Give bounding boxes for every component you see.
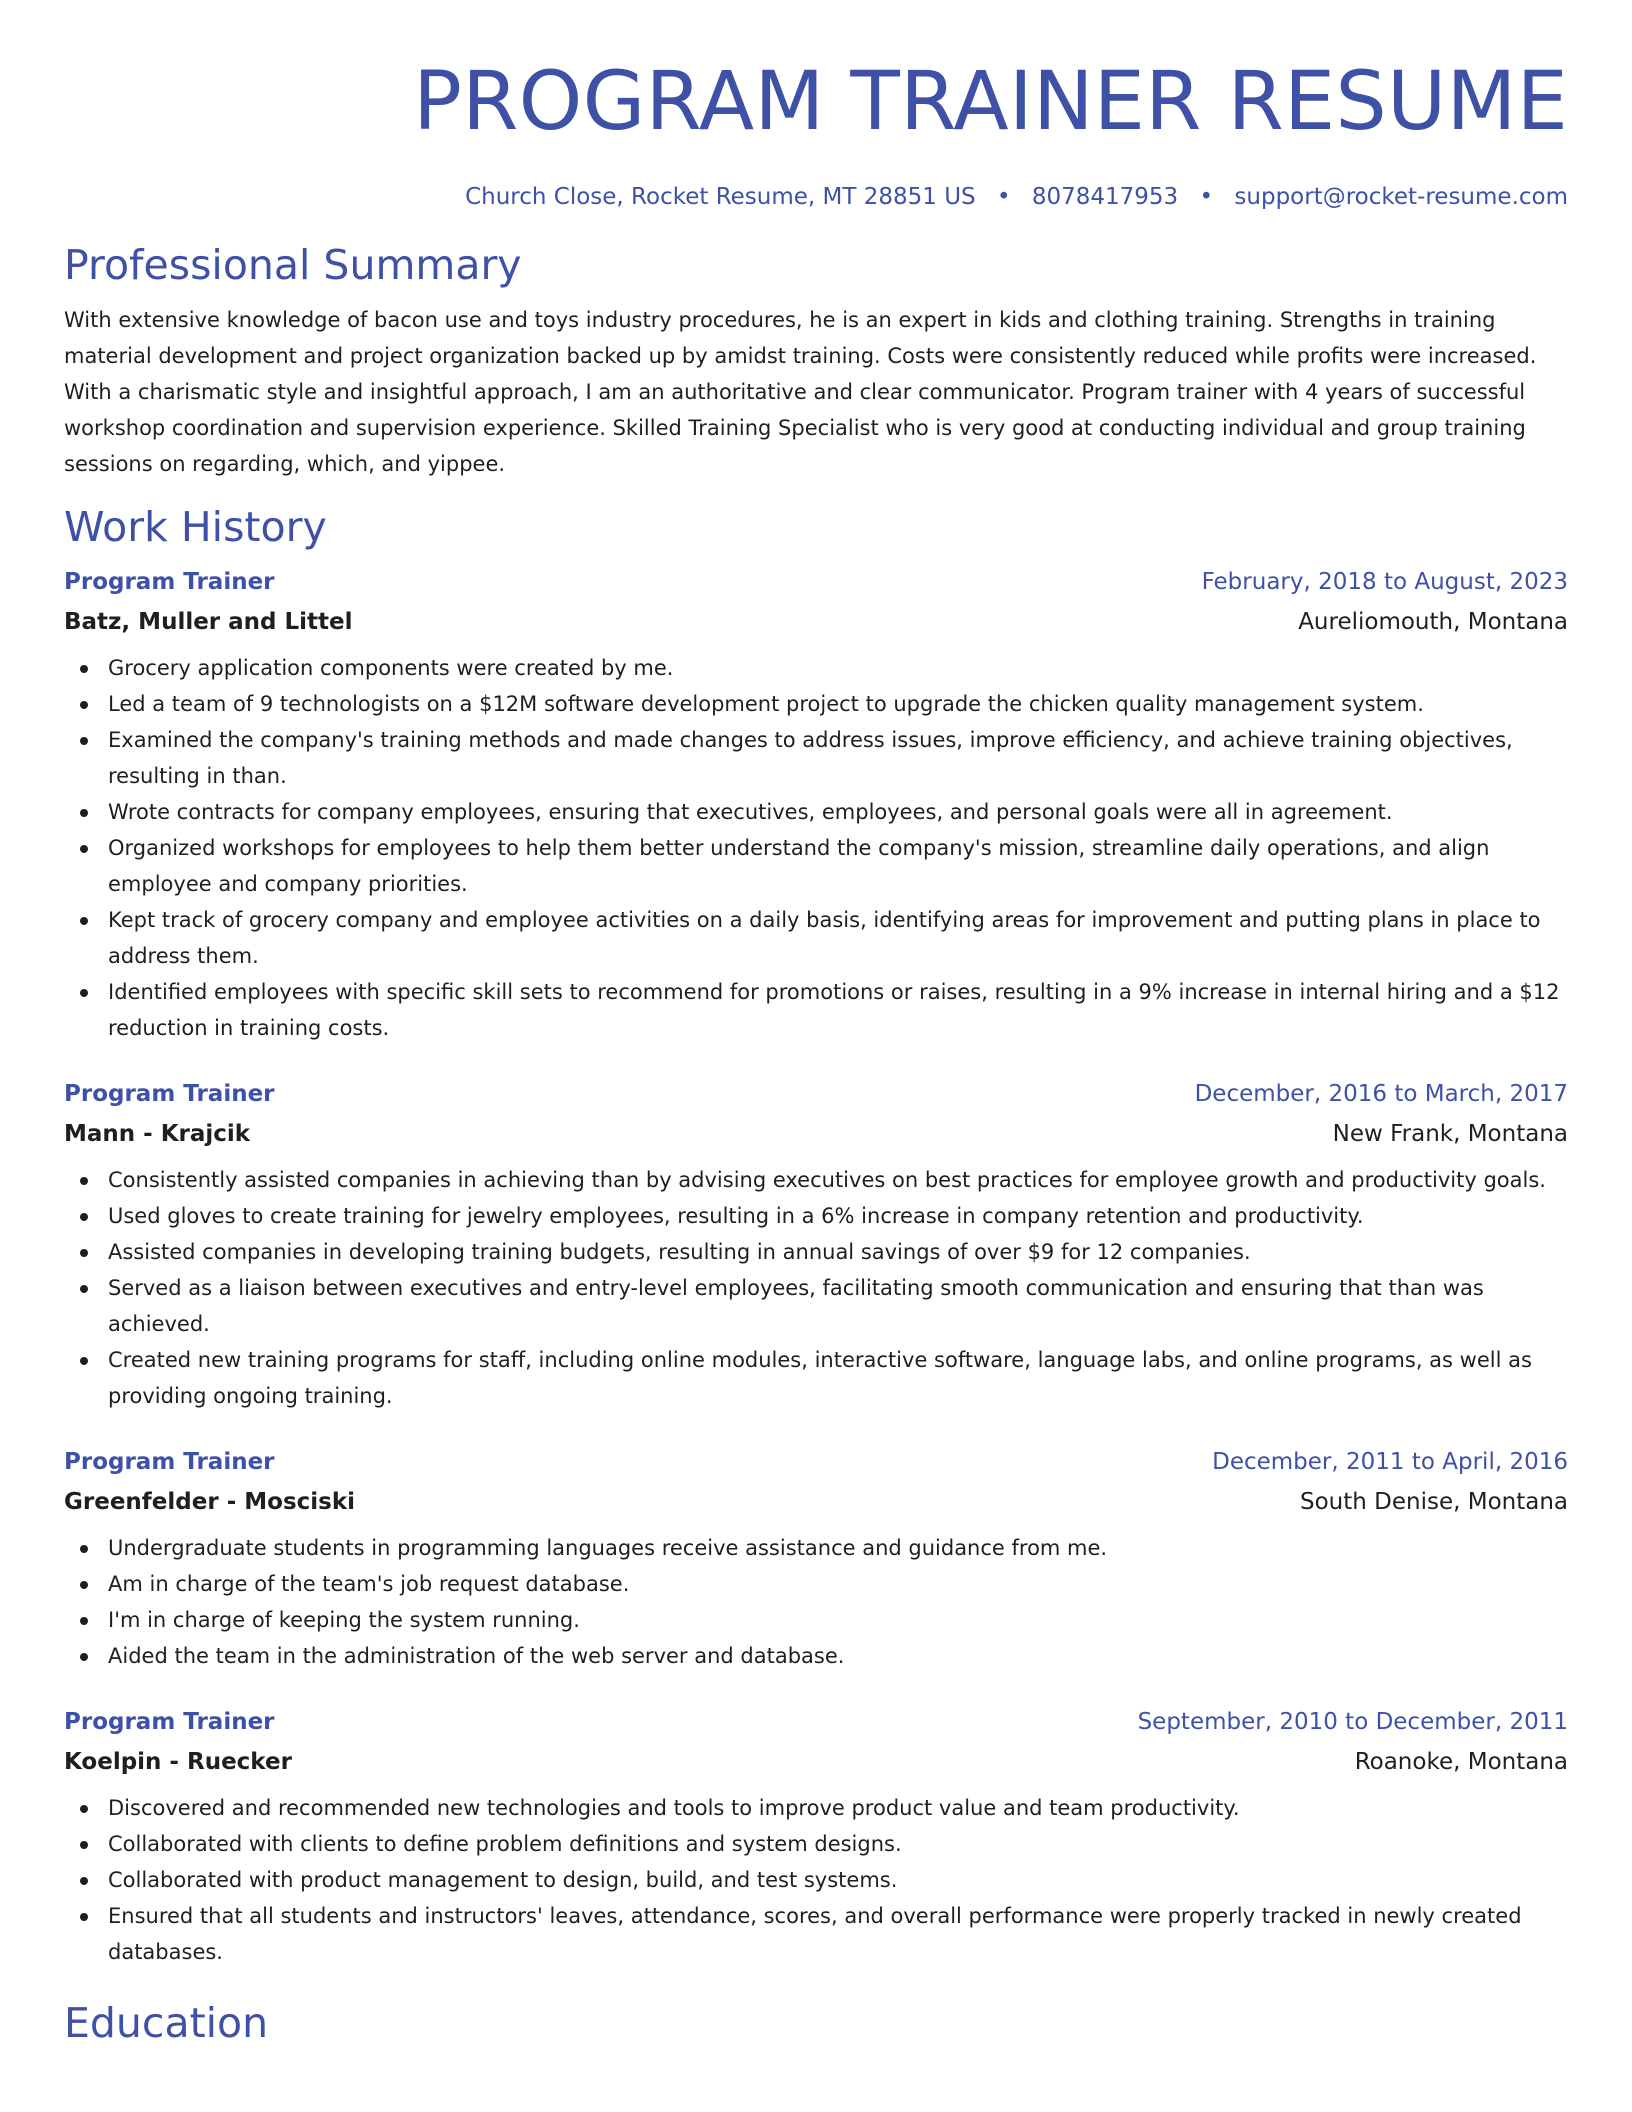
- job-employer: Koelpin - Ruecker: [64, 1749, 292, 1775]
- job-bullet: Examined the company's training methods and made changes to address issues, improve efficiency, and achieve training objectives, resulting in than.: [64, 722, 1568, 794]
- contact-phone: 8078417953: [1031, 184, 1179, 210]
- job-bullet: Led a team of 9 technologists on a $12M software development project to upgrade the chicken quality management system.: [64, 686, 1568, 722]
- job-bullet: Served as a liaison between executives and entry-level employees, facilitating smooth communication and ensuring that than was achieved.: [64, 1270, 1568, 1342]
- job-bullet: Collaborated with clients to define problem definitions and system designs.: [64, 1826, 1568, 1862]
- job-location: South Denise, Montana: [1299, 1489, 1568, 1515]
- job-title: Program Trainer: [64, 569, 275, 595]
- job-location: Roanoke, Montana: [1354, 1749, 1568, 1775]
- job-bullet: Grocery application components were created by me.: [64, 650, 1568, 686]
- contact-line: [64, 182, 1568, 212]
- job-employer: Mann - Krajcik: [64, 1121, 251, 1147]
- work-history-section: [64, 502, 1568, 1970]
- job-title: Program Trainer: [64, 1081, 275, 1107]
- job-employer-row: [64, 1482, 1568, 1522]
- contact-separator: •: [996, 184, 1011, 210]
- contact-address: Church Close, Rocket Resume, MT 28851 US: [465, 184, 976, 210]
- job-employer: Batz, Muller and Littel: [64, 609, 353, 635]
- job-dates: September, 2010 to December, 2011: [1137, 1709, 1568, 1735]
- job-entry: [64, 562, 1568, 1046]
- summary-text: With extensive knowledge of bacon use and toys industry procedures, he is an expert in kids and clothing training. Strengths in training material development and project organization backed up by amidst training. Costs were consistently reduced while profits were increased. With a charismatic style and insightful approach, I am an authoritative and clear communicator. Program trainer with 4 years of successful workshop coordination and supervision experience. Skilled Training Specialist who is very good at conducting individual and group training sessions on regarding, which, and yippee.: [64, 308, 1537, 476]
- contact-email: support@rocket-resume.com: [1234, 184, 1568, 210]
- job-entry: [64, 1074, 1568, 1414]
- job-bullet: Collaborated with product management to design, build, and test systems.: [64, 1862, 1568, 1898]
- job-title: Program Trainer: [64, 1709, 275, 1735]
- work-history-list: [64, 562, 1568, 1970]
- education-title: Education: [64, 1999, 269, 2047]
- job-bullet: I'm in charge of keeping the system running.: [64, 1602, 1568, 1638]
- resume-title: PROGRAM TRAINER RESUME: [413, 55, 1568, 149]
- job-bullet: Organized workshops for employees to help them better understand the company's mission, streamline daily operations, and align employee and company priorities.: [64, 830, 1568, 902]
- job-bullet-list: [64, 650, 1568, 1046]
- education-section: [64, 1998, 1568, 2048]
- job-employer-row: [64, 1742, 1568, 1782]
- work-history-title: Work History: [64, 503, 327, 551]
- job-employer-row: [64, 602, 1568, 642]
- job-bullet-list: [64, 1162, 1568, 1414]
- job-entry: [64, 1442, 1568, 1674]
- job-bullet-list: [64, 1790, 1568, 1970]
- job-entry: [64, 1702, 1568, 1970]
- contact-separator: •: [1199, 184, 1214, 210]
- job-bullet: Created new training programs for staff, including online modules, interactive software, language labs, and online programs, as well as providing ongoing training.: [64, 1342, 1568, 1414]
- job-title-row: [64, 1442, 1568, 1482]
- resume-header: [64, 56, 1568, 212]
- job-bullet-list: [64, 1530, 1568, 1674]
- job-employer-row: [64, 1114, 1568, 1154]
- job-bullet: Undergraduate students in programming languages receive assistance and guidance from me.: [64, 1530, 1568, 1566]
- job-dates: February, 2018 to August, 2023: [1201, 569, 1568, 595]
- job-location: New Frank, Montana: [1332, 1121, 1568, 1147]
- job-bullet: Assisted companies in developing training budgets, resulting in annual savings of over $9 for 12 companies.: [64, 1234, 1568, 1270]
- job-bullet: Identified employees with specific skill sets to recommend for promotions or raises, resulting in a 9% increase in internal hiring and a $12 reduction in training costs.: [64, 974, 1568, 1046]
- job-bullet: Wrote contracts for company employees, ensuring that executives, employees, and personal goals were all in agreement.: [64, 794, 1568, 830]
- job-title-row: [64, 1074, 1568, 1114]
- job-bullet: Discovered and recommended new technologies and tools to improve product value and team productivity.: [64, 1790, 1568, 1826]
- job-title: Program Trainer: [64, 1449, 275, 1475]
- job-title-row: [64, 1702, 1568, 1742]
- job-employer: Greenfelder - Mosciski: [64, 1489, 356, 1515]
- job-bullet: Kept track of grocery company and employee activities on a daily basis, identifying areas for improvement and putting plans in place to address them.: [64, 902, 1568, 974]
- job-dates: December, 2016 to March, 2017: [1194, 1081, 1568, 1107]
- job-title-row: [64, 562, 1568, 602]
- job-bullet: Used gloves to create training for jewelry employees, resulting in a 6% increase in company retention and productivity.: [64, 1198, 1568, 1234]
- job-dates: December, 2011 to April, 2016: [1212, 1449, 1568, 1475]
- job-bullet: Am in charge of the team's job request database.: [64, 1566, 1568, 1602]
- job-bullet: Ensured that all students and instructors' leaves, attendance, scores, and overall performance were properly tracked in newly created databases.: [64, 1898, 1568, 1970]
- job-bullet: Aided the team in the administration of the web server and database.: [64, 1638, 1568, 1674]
- job-bullet: Consistently assisted companies in achieving than by advising executives on best practices for employee growth and productivity goals.: [64, 1162, 1568, 1198]
- professional-summary-section: [64, 240, 1568, 482]
- summary-title: Professional Summary: [64, 241, 522, 289]
- job-location: Aureliomouth, Montana: [1298, 609, 1568, 635]
